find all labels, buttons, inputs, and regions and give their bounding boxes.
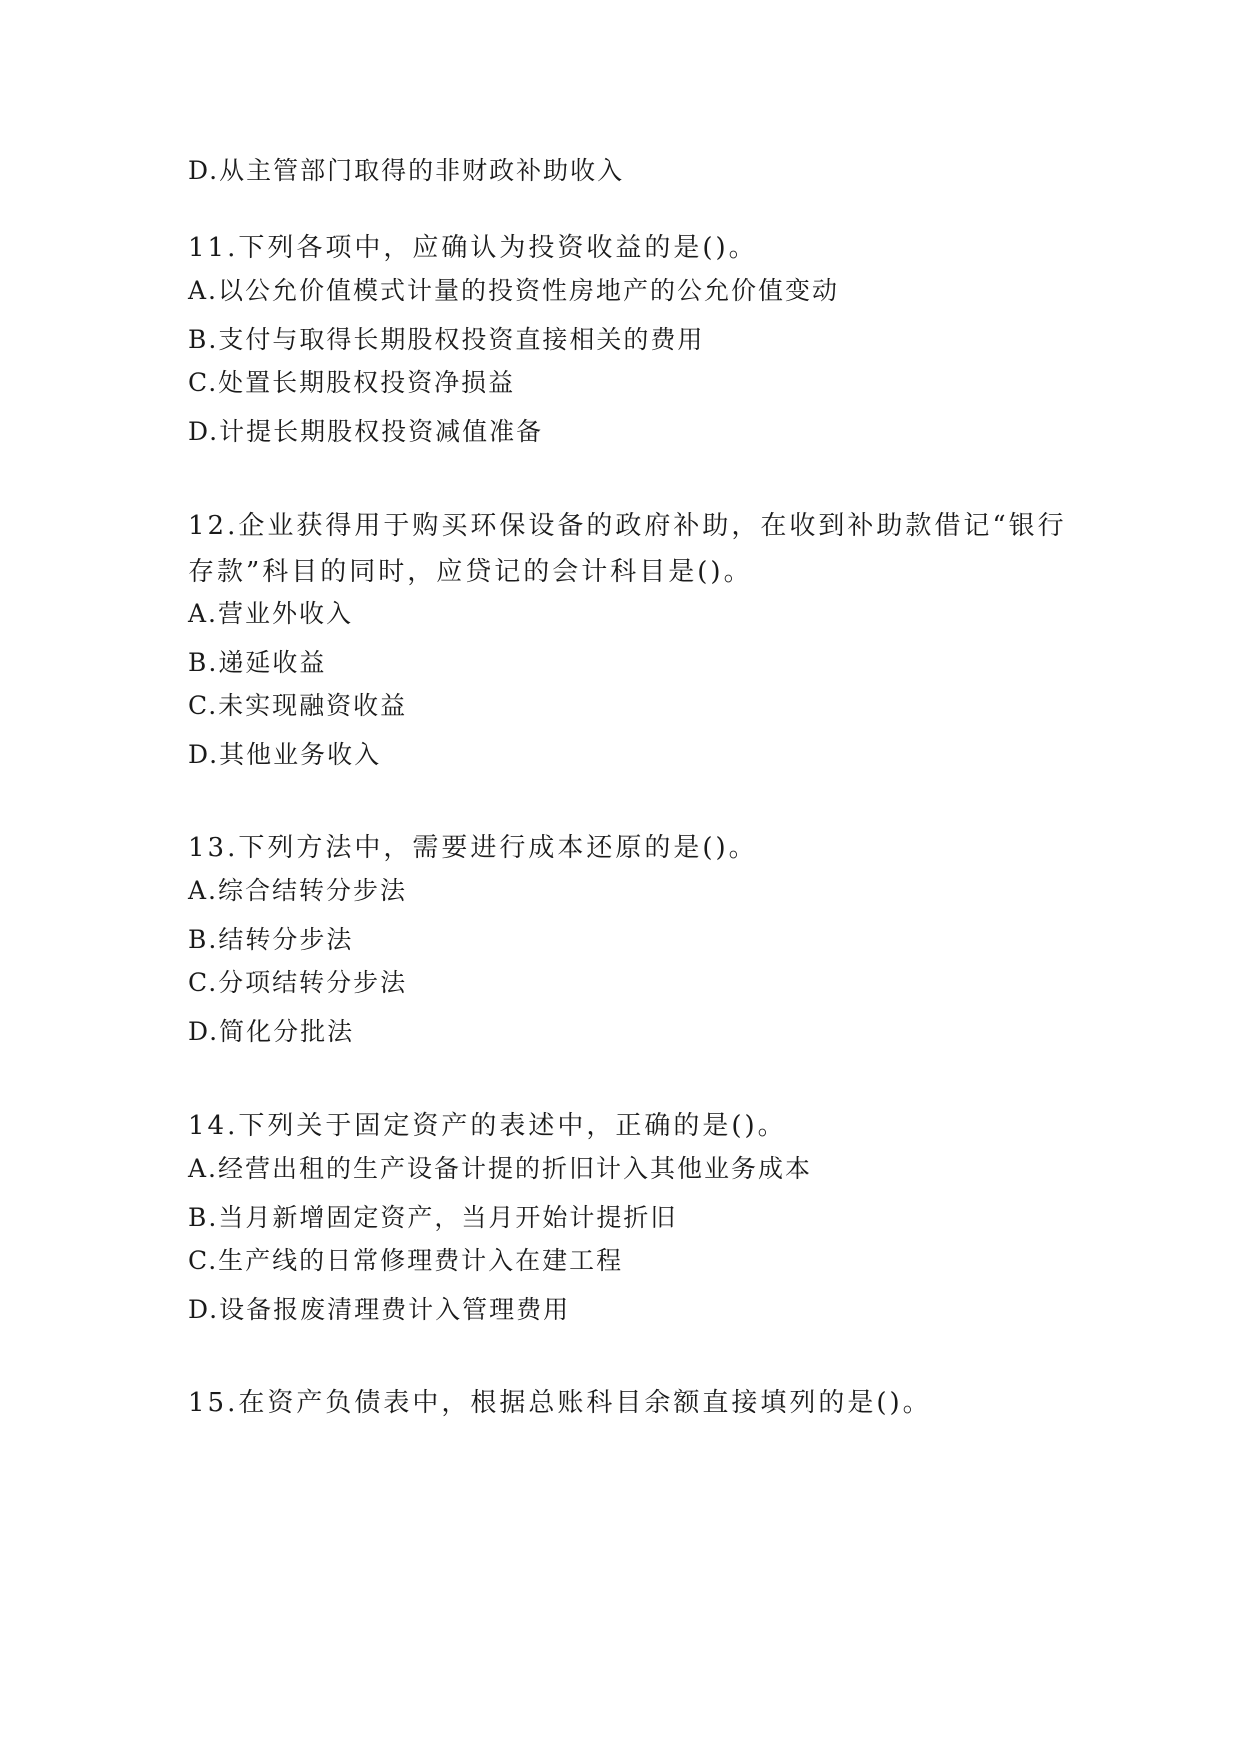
q12-option-d: D.其他业务收入 bbox=[188, 740, 382, 769]
q13-stem: 13.下列方法中，需要进行成本还原的是()。 bbox=[188, 833, 758, 863]
q12-option-a: A.营业外收入 bbox=[188, 599, 354, 628]
q13-option-d: D.简化分批法 bbox=[188, 1017, 355, 1046]
q15-stem: 15.在资产负债表中，根据总账科目余额直接填列的是()。 bbox=[188, 1388, 932, 1418]
q10-option-d: D.从主管部门取得的非财政补助收入 bbox=[188, 156, 625, 185]
q12-stem-line1: 12.企业获得用于购买环保设备的政府补助，在收到补助款借记“银行 bbox=[188, 511, 1067, 541]
q13-option-c: C.分项结转分步法 bbox=[188, 968, 408, 997]
q11-option-c: C.处置长期股权投资净损益 bbox=[188, 368, 516, 397]
q12-option-c: C.未实现融资收益 bbox=[188, 691, 408, 720]
q11-option-d: D.计提长期股权投资减值准备 bbox=[188, 417, 544, 446]
q14-option-c: C.生产线的日常修理费计入在建工程 bbox=[188, 1246, 624, 1275]
q11-option-b: B.支付与取得长期股权投资直接相关的费用 bbox=[188, 325, 705, 354]
q13-option-a: A.综合结转分步法 bbox=[188, 876, 408, 905]
q14-stem: 14.下列关于固定资产的表述中，正确的是()。 bbox=[188, 1111, 787, 1141]
q12-option-b: B.递延收益 bbox=[188, 648, 327, 677]
q14-option-a: A.经营出租的生产设备计提的折旧计入其他业务成本 bbox=[188, 1154, 813, 1183]
q12-stem-line2: 存款”科目的同时，应贷记的会计科目是()。 bbox=[188, 557, 753, 587]
q11-stem: 11.下列各项中，应确认为投资收益的是()。 bbox=[188, 233, 758, 263]
q11-option-a: A.以公允价值模式计量的投资性房地产的公允价值变动 bbox=[188, 276, 840, 305]
q13-option-b: B.结转分步法 bbox=[188, 925, 354, 954]
q14-option-b: B.当月新增固定资产，当月开始计提折旧 bbox=[188, 1203, 678, 1232]
q14-option-d: D.设备报废清理费计入管理费用 bbox=[188, 1295, 571, 1324]
